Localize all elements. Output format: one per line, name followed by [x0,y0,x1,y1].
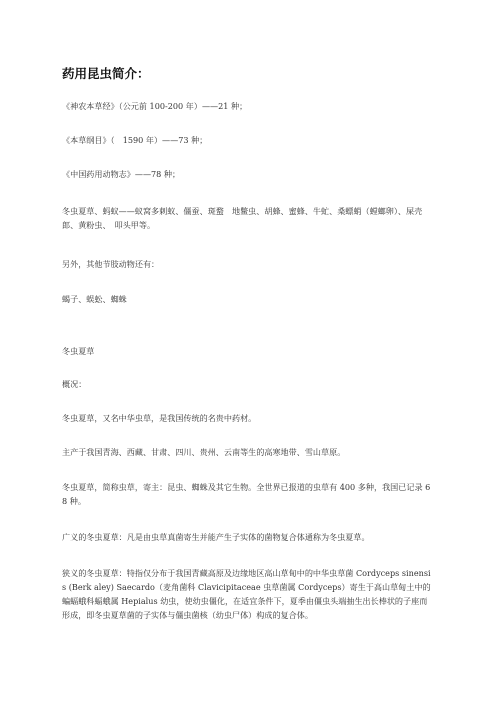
paragraph-narrow-definition: 狭义的冬虫夏草：特指仅分布于我国青藏高原及边缘地区高山草甸中的中华虫草菌 Cordyceps sinensis (Berk aley) Saecardo（麦角菌科 Clavicipitaceae 虫草菌属 Cordyceps）寄生于高山草甸土中的蝙蝠蛾科蝠蛾属 Hepialus 幼虫，使幼虫僵化，在适宜条件下，夏季由僵虫头端抽生出长棒状的子座而形成，即冬虫夏草菌的子实体与僵虫菌核（幼虫尸体）构成的复合体。 [62,568,431,620]
paragraph-animal-records: 《中国药用动物志》——78 种； [62,169,181,179]
paragraph-other-arthropods: 另外，其他节肢动物还有： [62,259,160,269]
section-subheading-overview: 概况： [62,379,87,389]
paragraph-cordyceps-intro: 冬虫夏草，又名中华虫草，是我国传统的名贵中药材。 [62,413,257,423]
paragraph-bencao: 《本草纲目》（ 1590 年）——73 种； [62,135,208,145]
paragraph-shennong: 《神农本草经》（公元前 100-200 年）——21 种； [62,101,248,111]
section-heading-cordyceps: 冬虫夏草 [62,346,95,356]
paragraph-broad-definition: 广义的冬虫夏草：凡是由虫草真菌寄生并能产生子实体的菌物复合体通称为冬虫夏草。 [62,532,370,542]
paragraph-arthropod-list: 蝎子、蜈蚣、蜘蛛 [62,294,127,304]
paragraph-cordyceps-hosts: 冬虫夏草，简称虫草，寄主：昆虫、蜘蛛及其它生物。全世界已报道的虫草有 400 多种，我国已记录 68 种。 [62,482,431,506]
paragraph-insect-list: 冬虫夏草、蚂蚁——蚁窝多刺蚁、僵蚕、斑蝥 地鳖虫、胡蜂、蜜蜂、牛虻、桑螵蛸（螳螂卵）、屎壳郎、黄粉虫、 叩头甲等。 [62,206,423,230]
document-title: 药用昆虫简介： [62,66,150,81]
paragraph-cordyceps-distribution: 主产于我国青海、西藏、甘肃、四川、贵州、云南等生的高寒地带、雪山草原。 [62,447,346,457]
